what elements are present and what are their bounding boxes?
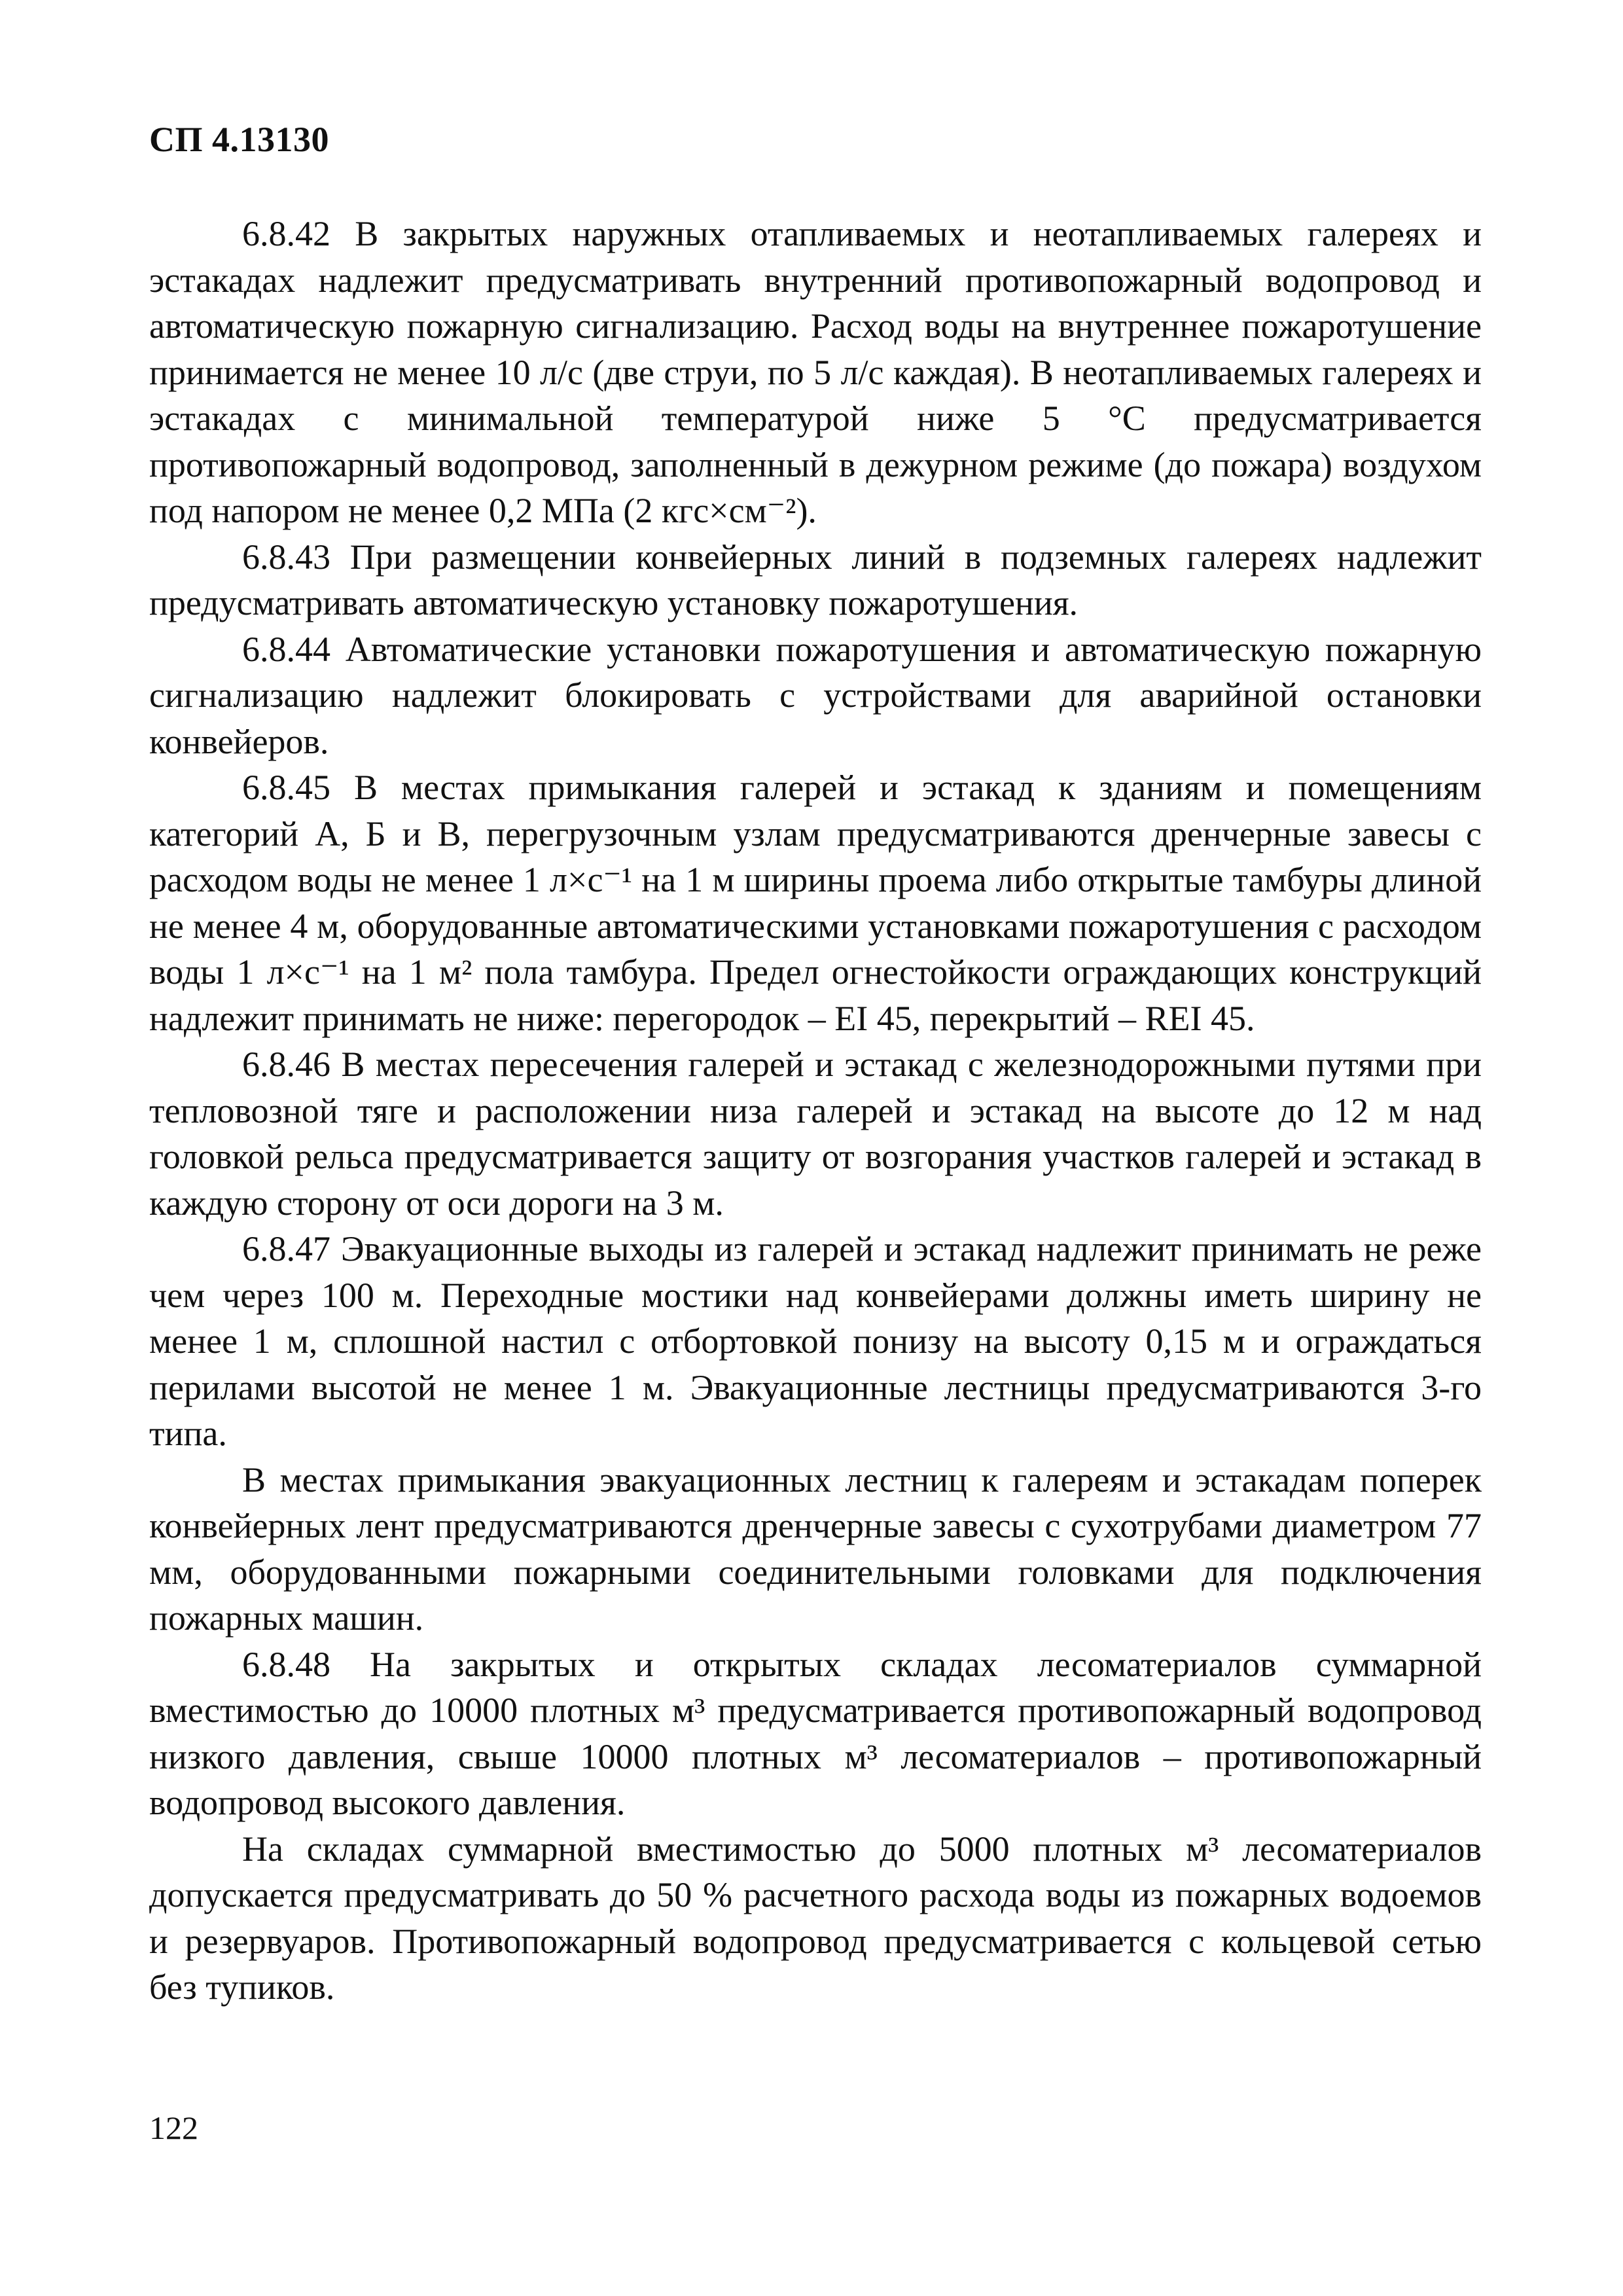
paragraph-6-8-45: 6.8.45 В местах примыкания галерей и эстакад к зданиям и помещениям категорий А, Б и В, перегрузочным узлам предусматриваются дренчерные завесы с расходом воды не менее 1 л×с⁻¹ на 1 м ширины проема либо открытые тамбуры длиной не менее 4 м, оборудованные автоматическими установками пожаротушения с расходом воды 1 л×с⁻¹ на 1 м² пола тамбура. Предел огнестойкости ограждающих конструкций надлежит принимать не ниже: перегородок – EI 45, перекрытий – REI 45. xyxy=(149,768,1482,1038)
document-body xyxy=(149,211,1482,2011)
paragraph-6-8-48: 6.8.48 На закрытых и открытых складах лесоматериалов суммарной вместимостью до 10000 плотных м³ предусматривается противопожарный водопровод низкого давления, свыше 10000 плотных м³ лесоматериалов – противопожарный водопровод высокого давления. xyxy=(149,1644,1482,1822)
paragraph-6-8-44: 6.8.44 Автоматические установки пожаротушения и автоматическую пожарную сигнализацию надлежит блокировать с устройствами для аварийной остановки конвейеров. xyxy=(149,629,1482,761)
document-code-header: СП 4.13130 xyxy=(149,120,329,159)
paragraph-evacuation-stairs: В местах примыкания эвакуационных лестниц к галереям и эстакадам поперек конвейерных лент предусматриваются дренчерные завесы с сухотрубами диаметром 77 мм, оборудованными пожарными соединительными головками для подключения пожарных машин. xyxy=(149,1460,1482,1638)
paragraph-6-8-43: 6.8.43 При размещении конвейерных линий в подземных галереях надлежит предусматривать автоматическую установку пожаротушения. xyxy=(149,537,1482,622)
paragraph-6-8-46: 6.8.46 В местах пересечения галерей и эстакад с железнодорожными путями при тепловозной тяге и расположении низа галерей и эстакад на высоте до 12 м над головкой рельса предусматривается защиту от возгорания участков галерей и эстакад в каждую сторону от оси дороги на 3 м. xyxy=(149,1045,1482,1223)
paragraph-6-8-47: 6.8.47 Эвакуационные выходы из галерей и эстакад надлежит принимать не реже чем через 100 м. Переходные мостики над конвейерами должны иметь ширину не менее 1 м, сплошной настил с отбортовкой понизу на высоту 0,15 м и ограждаться перилами высотой не менее 1 м. Эвакуационные лестницы предусматриваются 3-го типа. xyxy=(149,1229,1482,1453)
paragraph-6-8-42: 6.8.42 В закрытых наружных отапливаемых и неотапливаемых галереях и эстакадах надлежит предусматривать внутренний противопожарный водопровод и автоматическую пожарную сигнализацию. Расход воды на внутреннее пожаротушение принимается не менее 10 л/с (две струи, по 5 л/с каждая). В неотапливаемых галереях и эстакадах с минимальной температурой ниже 5 °С предусматривается противопожарный водопровод, заполненный в дежурном режиме (до пожара) воздухом под напором не менее 0,2 МПа (2 кгс×см⁻²). xyxy=(149,214,1482,530)
page-number: 122 xyxy=(149,2109,198,2146)
paragraph-storage-capacity: На складах суммарной вместимостью до 5000 плотных м³ лесоматериалов допускается предусматривать до 50 % расчетного расхода воды из пожарных водоемов и резервуаров. Противопожарный водопровод предусматривается с кольцевой сетью без тупиков. xyxy=(149,1829,1482,2007)
